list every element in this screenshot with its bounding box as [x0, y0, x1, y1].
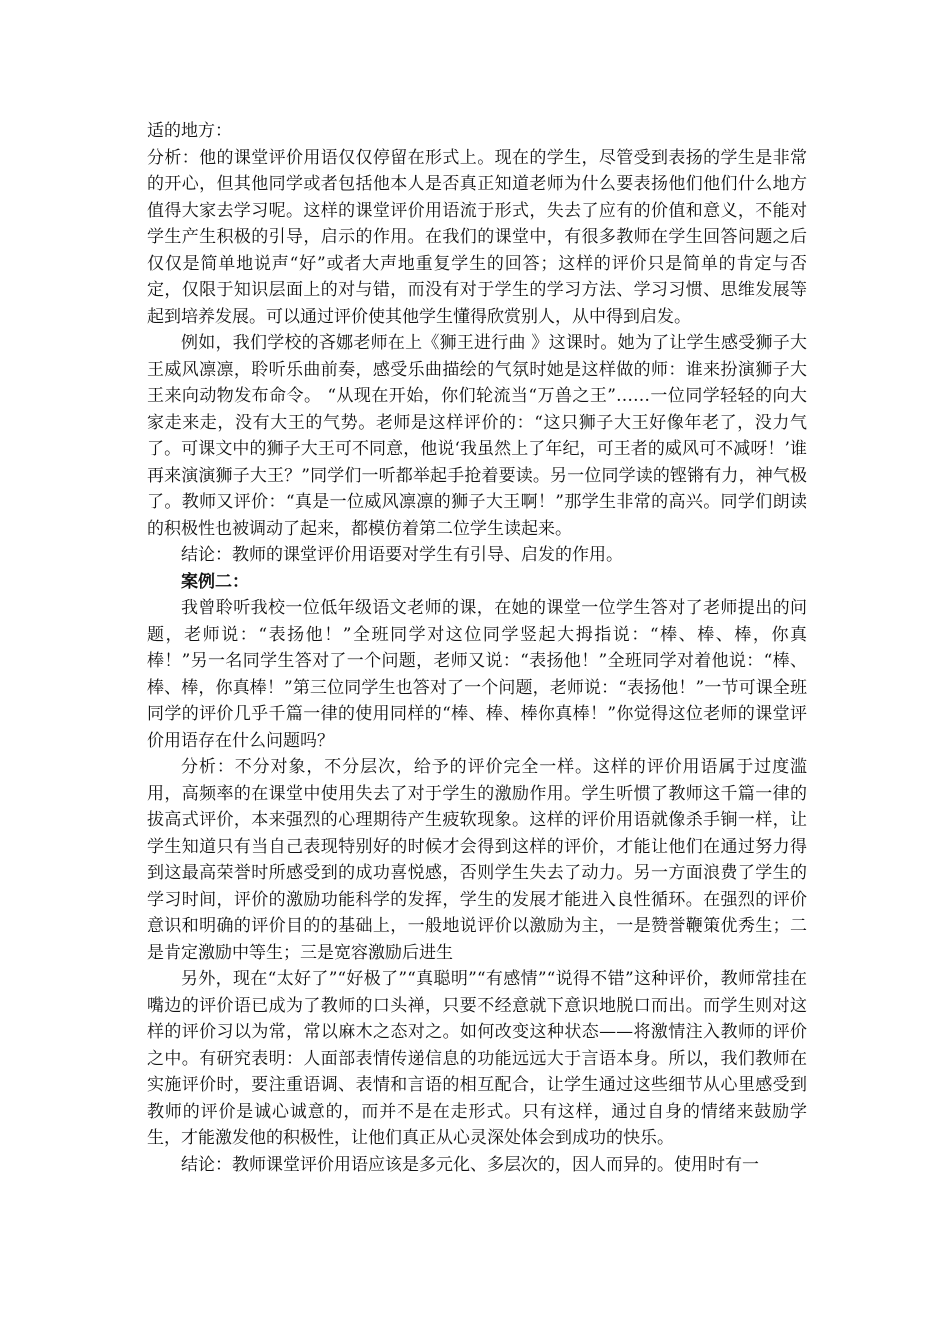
paragraph-example: 例如，我们学校的吝娜老师在上《狮王进行曲 》这课时。她为了让学生感受狮子大王威风凛凛，聆听乐曲前奏，感受乐曲描绘的气氛时她是这样做的师：谁来扮演狮子大王来向动物发布命令。 “从现在开始，你们轮流当“万兽之王”……一位同学轻轻的向大家走来走，没有大王的气势。老师是这样评价的：“这只狮子大王好像年老了，没力气了。可课文中的狮子大王可不同意，他说‘我虽然上了年纪，可王者的威风可不减呀！’谁再来演演狮子大王？”同学们一听都举起手抢着要读。另一位同学读的铿锵有力，神气极了。教师又评价：“真是一位威风凛凛的狮子大王啊！”那学生非常的高兴。同学们朗读的积极性也被调动了起来，都模仿着第二位学生读起来。 — [147, 333, 807, 539]
paragraph-conclusion-1: 结论：教师的课堂评价用语要对学生有引导、启发的作用。 — [181, 545, 623, 565]
paragraph-additional: 另外，现在“太好了”“好极了”“真聪明”“有感情”“说得不错”这种评价，教师常挂在嘴边的评价语已成为了教师的口头禅，只要不经意就下意识地脱口而出。而学生则对这样的评价习以为常，常以麻木之态对之。如何改变这种状态——将激情注入教师的评价之中。有研究表明：人面部表情传递信息的功能远远大于言语本身。所以，我们教师在实施评价时，要注重语调、表情和言语的相互配合，让学生通过这些细节从心里感受到教师的评价是诚心诚意的，而并不是在走形式。只有这样，通过自身的情绪来鼓励学生，才能激发他的积极性，让他们真正从心灵深处体会到成功的快乐。 — [147, 969, 807, 1148]
paragraph-continuation: 适的地方： — [147, 121, 232, 141]
case-two-heading: 案例二： — [181, 571, 249, 592]
paragraph-case-two: 我曾聆听我校一位低年级语文老师的课，在她的课堂一位学生答对了老师提出的问题，老师说：“表扬他！”全班同学对这位同学竖起大拇指说：“棒、棒、棒，你真棒！”另一名同学生答对了一个问题，老师又说：“表扬他！”全班同学对着他说：“棒、棒、棒，你真棒！”第三位同学生也答对了一个问题，老师说：“表扬他！”一节可课全班同学的评价几乎千篇一律的使用同样的“棒、棒、棒你真棒！”你觉得这位老师的课堂评价用语存在什么问题吗？ — [147, 598, 807, 751]
paragraph-analysis-1: 分析：他的课堂评价用语仅仅停留在形式上。现在的学生，尽管受到表扬的学生是非常的开心，但其他同学或者包括他本人是否真正知道老师为什么要表扬他们他们什么地方值得大家去学习呢。这样的课堂评价用语流于形式，失去了应有的价值和意义，不能对学生产生积极的引导，启示的作用。在我们的课堂中，有很多教师在学生回答问题之后仅仅是简单地说声“好”或者大声地重复学生的回答；这样的评价只是简单的肯定与否定，仅限于知识层面上的对与错，而没有对于学生的学习方法、学习习惯、思维发展等起到培养发展。可以通过评价使其他学生懂得欣赏别人，从中得到启发。 — [147, 147, 807, 327]
document-body — [147, 118, 807, 1178]
paragraph-analysis-2: 分析：不分对象，不分层次，给予的评价完全一样。这样的评价用语属于过度滥用，高频率的在课堂中使用失去了对于学生的激励作用。学生听惯了教师这千篇一律的拔高式评价，本来强烈的心理期待产生疲软现象。这样的评价用语就像杀手锏一样，让学生知道只有当自己表现特别好的时候才会得到这样的评价，才能让他们在通过努力得到这最高荣誉时所感受到的成功喜悦感，否则学生失去了动力。另一方面浪费了学生的学习时间，评价的激励功能科学的发挥，学生的发展才能进入良性循环。在强烈的评价意识和明确的评价目的的基础上，一般地说评价以激励为主，一是赞誉鞭策优秀生；二是肯定激励中等生；三是宽容激励后进生 — [147, 757, 807, 963]
paragraph-conclusion-2: 结论：教师课堂评价用语应该是多元化、多层次的，因人而异的。使用时有一 — [181, 1154, 759, 1175]
